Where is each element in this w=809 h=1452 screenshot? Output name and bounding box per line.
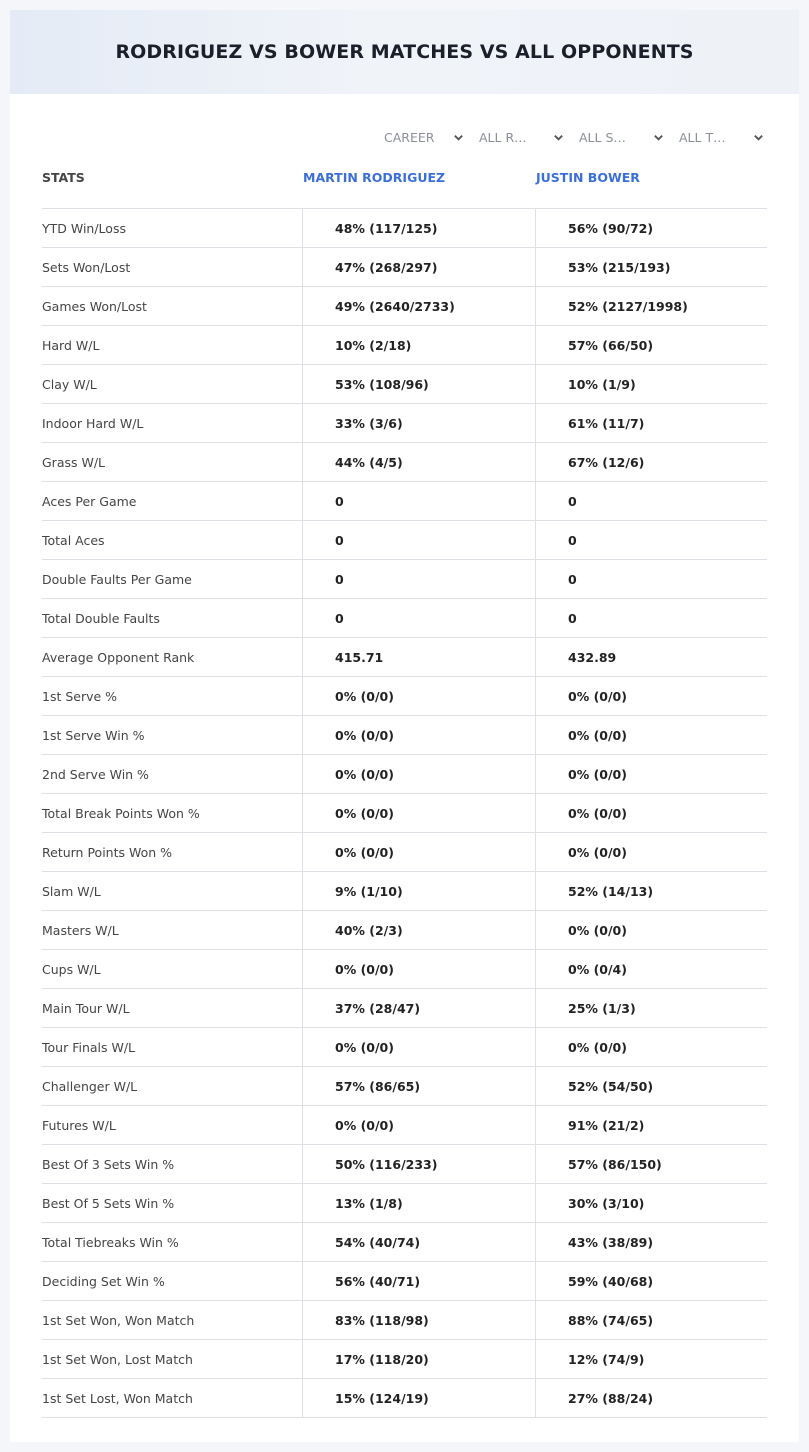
player1-stat-value: 0% (0/0) bbox=[302, 833, 535, 871]
table-row bbox=[42, 520, 767, 559]
player2-stat-value: 52% (2127/1998) bbox=[535, 287, 767, 325]
stat-label: Grass W/L bbox=[42, 454, 106, 470]
table-row bbox=[42, 208, 767, 247]
player2-stat-value: 57% (86/150) bbox=[535, 1145, 767, 1183]
player2-stat-value: 88% (74/65) bbox=[535, 1301, 767, 1339]
table-row bbox=[42, 1105, 767, 1144]
stat-label: Total Break Points Won % bbox=[42, 805, 200, 821]
stat-label: Total Tiebreaks Win % bbox=[42, 1234, 179, 1250]
stat-label: Cups W/L bbox=[42, 961, 101, 977]
player1-stat-value: 0% (0/0) bbox=[302, 716, 535, 754]
player2-column-header[interactable]: JUSTIN BOWER bbox=[536, 170, 640, 185]
stat-label: 1st Set Lost, Won Match bbox=[42, 1390, 193, 1406]
player1-stat-value: 40% (2/3) bbox=[302, 911, 535, 949]
player2-stat-value: 0 bbox=[535, 599, 767, 637]
stat-label: Clay W/L bbox=[42, 376, 97, 392]
player2-stat-value: 12% (74/9) bbox=[535, 1340, 767, 1378]
player2-stat-value: 57% (66/50) bbox=[535, 326, 767, 364]
player1-stat-value: 33% (3/6) bbox=[302, 404, 535, 442]
table-row bbox=[42, 949, 767, 988]
stat-label: 2nd Serve Win % bbox=[42, 766, 149, 782]
player2-stat-value: 53% (215/193) bbox=[535, 248, 767, 286]
player1-stat-value: 0 bbox=[302, 482, 535, 520]
stat-label: YTD Win/Loss bbox=[42, 220, 126, 236]
table-row bbox=[42, 871, 767, 910]
player1-stat-value: 415.71 bbox=[302, 638, 535, 676]
player2-stat-value: 91% (21/2) bbox=[535, 1106, 767, 1144]
stat-label: Games Won/Lost bbox=[42, 298, 147, 314]
player2-stat-value: 0% (0/0) bbox=[535, 755, 767, 793]
chevron-down-icon bbox=[653, 132, 664, 143]
chevron-down-icon bbox=[753, 132, 764, 143]
table-row bbox=[42, 832, 767, 871]
stat-label: Average Opponent Rank bbox=[42, 649, 195, 665]
table-row bbox=[42, 754, 767, 793]
stat-label: Main Tour W/L bbox=[42, 1000, 130, 1016]
table-row bbox=[42, 988, 767, 1027]
stat-label: Challenger W/L bbox=[42, 1078, 138, 1094]
player1-stat-value: 44% (4/5) bbox=[302, 443, 535, 481]
page-header bbox=[10, 10, 799, 94]
player2-stat-value: 30% (3/10) bbox=[535, 1184, 767, 1222]
player1-stat-value: 0% (0/0) bbox=[302, 1028, 535, 1066]
player1-stat-value: 48% (117/125) bbox=[302, 209, 535, 247]
player2-stat-value: 67% (12/6) bbox=[535, 443, 767, 481]
player2-stat-value: 432.89 bbox=[535, 638, 767, 676]
player1-stat-value: 54% (40/74) bbox=[302, 1223, 535, 1261]
player1-stat-value: 15% (124/19) bbox=[302, 1379, 535, 1417]
stat-label: 1st Serve % bbox=[42, 688, 118, 704]
player1-stat-value: 57% (86/65) bbox=[302, 1067, 535, 1105]
player2-stat-value: 0 bbox=[535, 560, 767, 598]
table-row bbox=[42, 910, 767, 949]
stat-label: Aces Per Game bbox=[42, 493, 137, 509]
player2-stat-value: 0 bbox=[535, 521, 767, 559]
player2-stat-value: 0% (0/0) bbox=[535, 716, 767, 754]
table-row bbox=[42, 637, 767, 676]
table-row bbox=[42, 676, 767, 715]
period-filter-value: CAREER bbox=[384, 129, 435, 145]
player1-stat-value: 53% (108/96) bbox=[302, 365, 535, 403]
stat-label: 1st Set Won, Lost Match bbox=[42, 1351, 193, 1367]
player2-stat-value: 25% (1/3) bbox=[535, 989, 767, 1027]
player1-stat-value: 49% (2640/2733) bbox=[302, 287, 535, 325]
stat-label: Total Double Faults bbox=[42, 610, 160, 626]
player1-stat-value: 0% (0/0) bbox=[302, 794, 535, 832]
table-row bbox=[42, 1222, 767, 1261]
player1-stat-value: 17% (118/20) bbox=[302, 1340, 535, 1378]
player1-column-header[interactable]: MARTIN RODRIGUEZ bbox=[303, 170, 446, 185]
tournament-filter[interactable] bbox=[679, 126, 764, 148]
stats-card bbox=[10, 10, 799, 1442]
stat-label: Total Aces bbox=[42, 532, 105, 548]
player1-stat-value: 0% (0/0) bbox=[302, 755, 535, 793]
player2-stat-value: 0% (0/0) bbox=[535, 794, 767, 832]
stat-label: Slam W/L bbox=[42, 883, 101, 899]
stat-label: Hard W/L bbox=[42, 337, 100, 353]
table-row bbox=[42, 598, 767, 637]
table-row bbox=[42, 715, 767, 754]
player2-stat-value: 0% (0/4) bbox=[535, 950, 767, 988]
player1-stat-value: 47% (268/297) bbox=[302, 248, 535, 286]
period-filter[interactable] bbox=[384, 126, 464, 148]
player1-stat-value: 10% (2/18) bbox=[302, 326, 535, 364]
player1-stat-value: 56% (40/71) bbox=[302, 1262, 535, 1300]
player2-stat-value: 0% (0/0) bbox=[535, 1028, 767, 1066]
table-row bbox=[42, 325, 767, 364]
table-row bbox=[42, 247, 767, 286]
table-row bbox=[42, 1144, 767, 1183]
table-row bbox=[42, 286, 767, 325]
player2-stat-value: 61% (11/7) bbox=[535, 404, 767, 442]
player2-stat-value: 52% (14/13) bbox=[535, 872, 767, 910]
table-row bbox=[42, 1066, 767, 1105]
player2-stat-value: 0% (0/0) bbox=[535, 677, 767, 715]
stat-label: 1st Serve Win % bbox=[42, 727, 145, 743]
table-row bbox=[42, 1300, 767, 1339]
player1-stat-value: 0% (0/0) bbox=[302, 950, 535, 988]
stat-label: Masters W/L bbox=[42, 922, 119, 938]
player1-stat-value: 9% (1/10) bbox=[302, 872, 535, 910]
stat-label: Sets Won/Lost bbox=[42, 259, 131, 275]
tournament-filter-value: ALL T… bbox=[679, 129, 726, 145]
player2-stat-value: 0% (0/0) bbox=[535, 911, 767, 949]
stat-label: Indoor Hard W/L bbox=[42, 415, 144, 431]
player2-stat-value: 27% (88/24) bbox=[535, 1379, 767, 1417]
player2-stat-value: 52% (54/50) bbox=[535, 1067, 767, 1105]
player1-stat-value: 0% (0/0) bbox=[302, 1106, 535, 1144]
table-row bbox=[42, 481, 767, 520]
surface-filter[interactable] bbox=[579, 126, 664, 148]
stats-column-header: STATS bbox=[42, 170, 85, 185]
stat-label: Best Of 5 Sets Win % bbox=[42, 1195, 175, 1211]
table-row bbox=[42, 364, 767, 403]
table-row bbox=[42, 442, 767, 481]
player2-stat-value: 59% (40/68) bbox=[535, 1262, 767, 1300]
table-row bbox=[42, 559, 767, 598]
table-row bbox=[42, 1378, 767, 1418]
stat-label: Tour Finals W/L bbox=[42, 1039, 136, 1055]
stat-label: 1st Set Won, Won Match bbox=[42, 1312, 195, 1328]
player1-stat-value: 83% (118/98) bbox=[302, 1301, 535, 1339]
player1-stat-value: 0 bbox=[302, 599, 535, 637]
table-row bbox=[42, 403, 767, 442]
page-title: RODRIGUEZ VS BOWER MATCHES VS ALL OPPONENTS bbox=[115, 41, 694, 63]
stats-table bbox=[42, 208, 767, 1418]
table-row bbox=[42, 1027, 767, 1066]
player1-stat-value: 37% (28/47) bbox=[302, 989, 535, 1027]
chevron-down-icon bbox=[453, 132, 464, 143]
stat-label: Futures W/L bbox=[42, 1117, 116, 1133]
player2-stat-value: 0% (0/0) bbox=[535, 833, 767, 871]
player1-stat-value: 50% (116/233) bbox=[302, 1145, 535, 1183]
player2-stat-value: 43% (38/89) bbox=[535, 1223, 767, 1261]
round-filter[interactable] bbox=[479, 126, 564, 148]
chevron-down-icon bbox=[553, 132, 564, 143]
stat-label: Double Faults Per Game bbox=[42, 571, 192, 587]
player1-stat-value: 0% (0/0) bbox=[302, 677, 535, 715]
table-row bbox=[42, 1183, 767, 1222]
player1-stat-value: 13% (1/8) bbox=[302, 1184, 535, 1222]
table-row bbox=[42, 1261, 767, 1300]
player1-stat-value: 0 bbox=[302, 521, 535, 559]
player2-stat-value: 0 bbox=[535, 482, 767, 520]
table-row bbox=[42, 1339, 767, 1378]
player2-stat-value: 56% (90/72) bbox=[535, 209, 767, 247]
player2-stat-value: 10% (1/9) bbox=[535, 365, 767, 403]
table-row bbox=[42, 793, 767, 832]
player1-stat-value: 0 bbox=[302, 560, 535, 598]
filter-bar bbox=[10, 126, 799, 148]
round-filter-value: ALL R… bbox=[479, 129, 527, 145]
stat-label: Deciding Set Win % bbox=[42, 1273, 165, 1289]
surface-filter-value: ALL S… bbox=[579, 129, 626, 145]
stat-label: Return Points Won % bbox=[42, 844, 173, 860]
stat-label: Best Of 3 Sets Win % bbox=[42, 1156, 175, 1172]
